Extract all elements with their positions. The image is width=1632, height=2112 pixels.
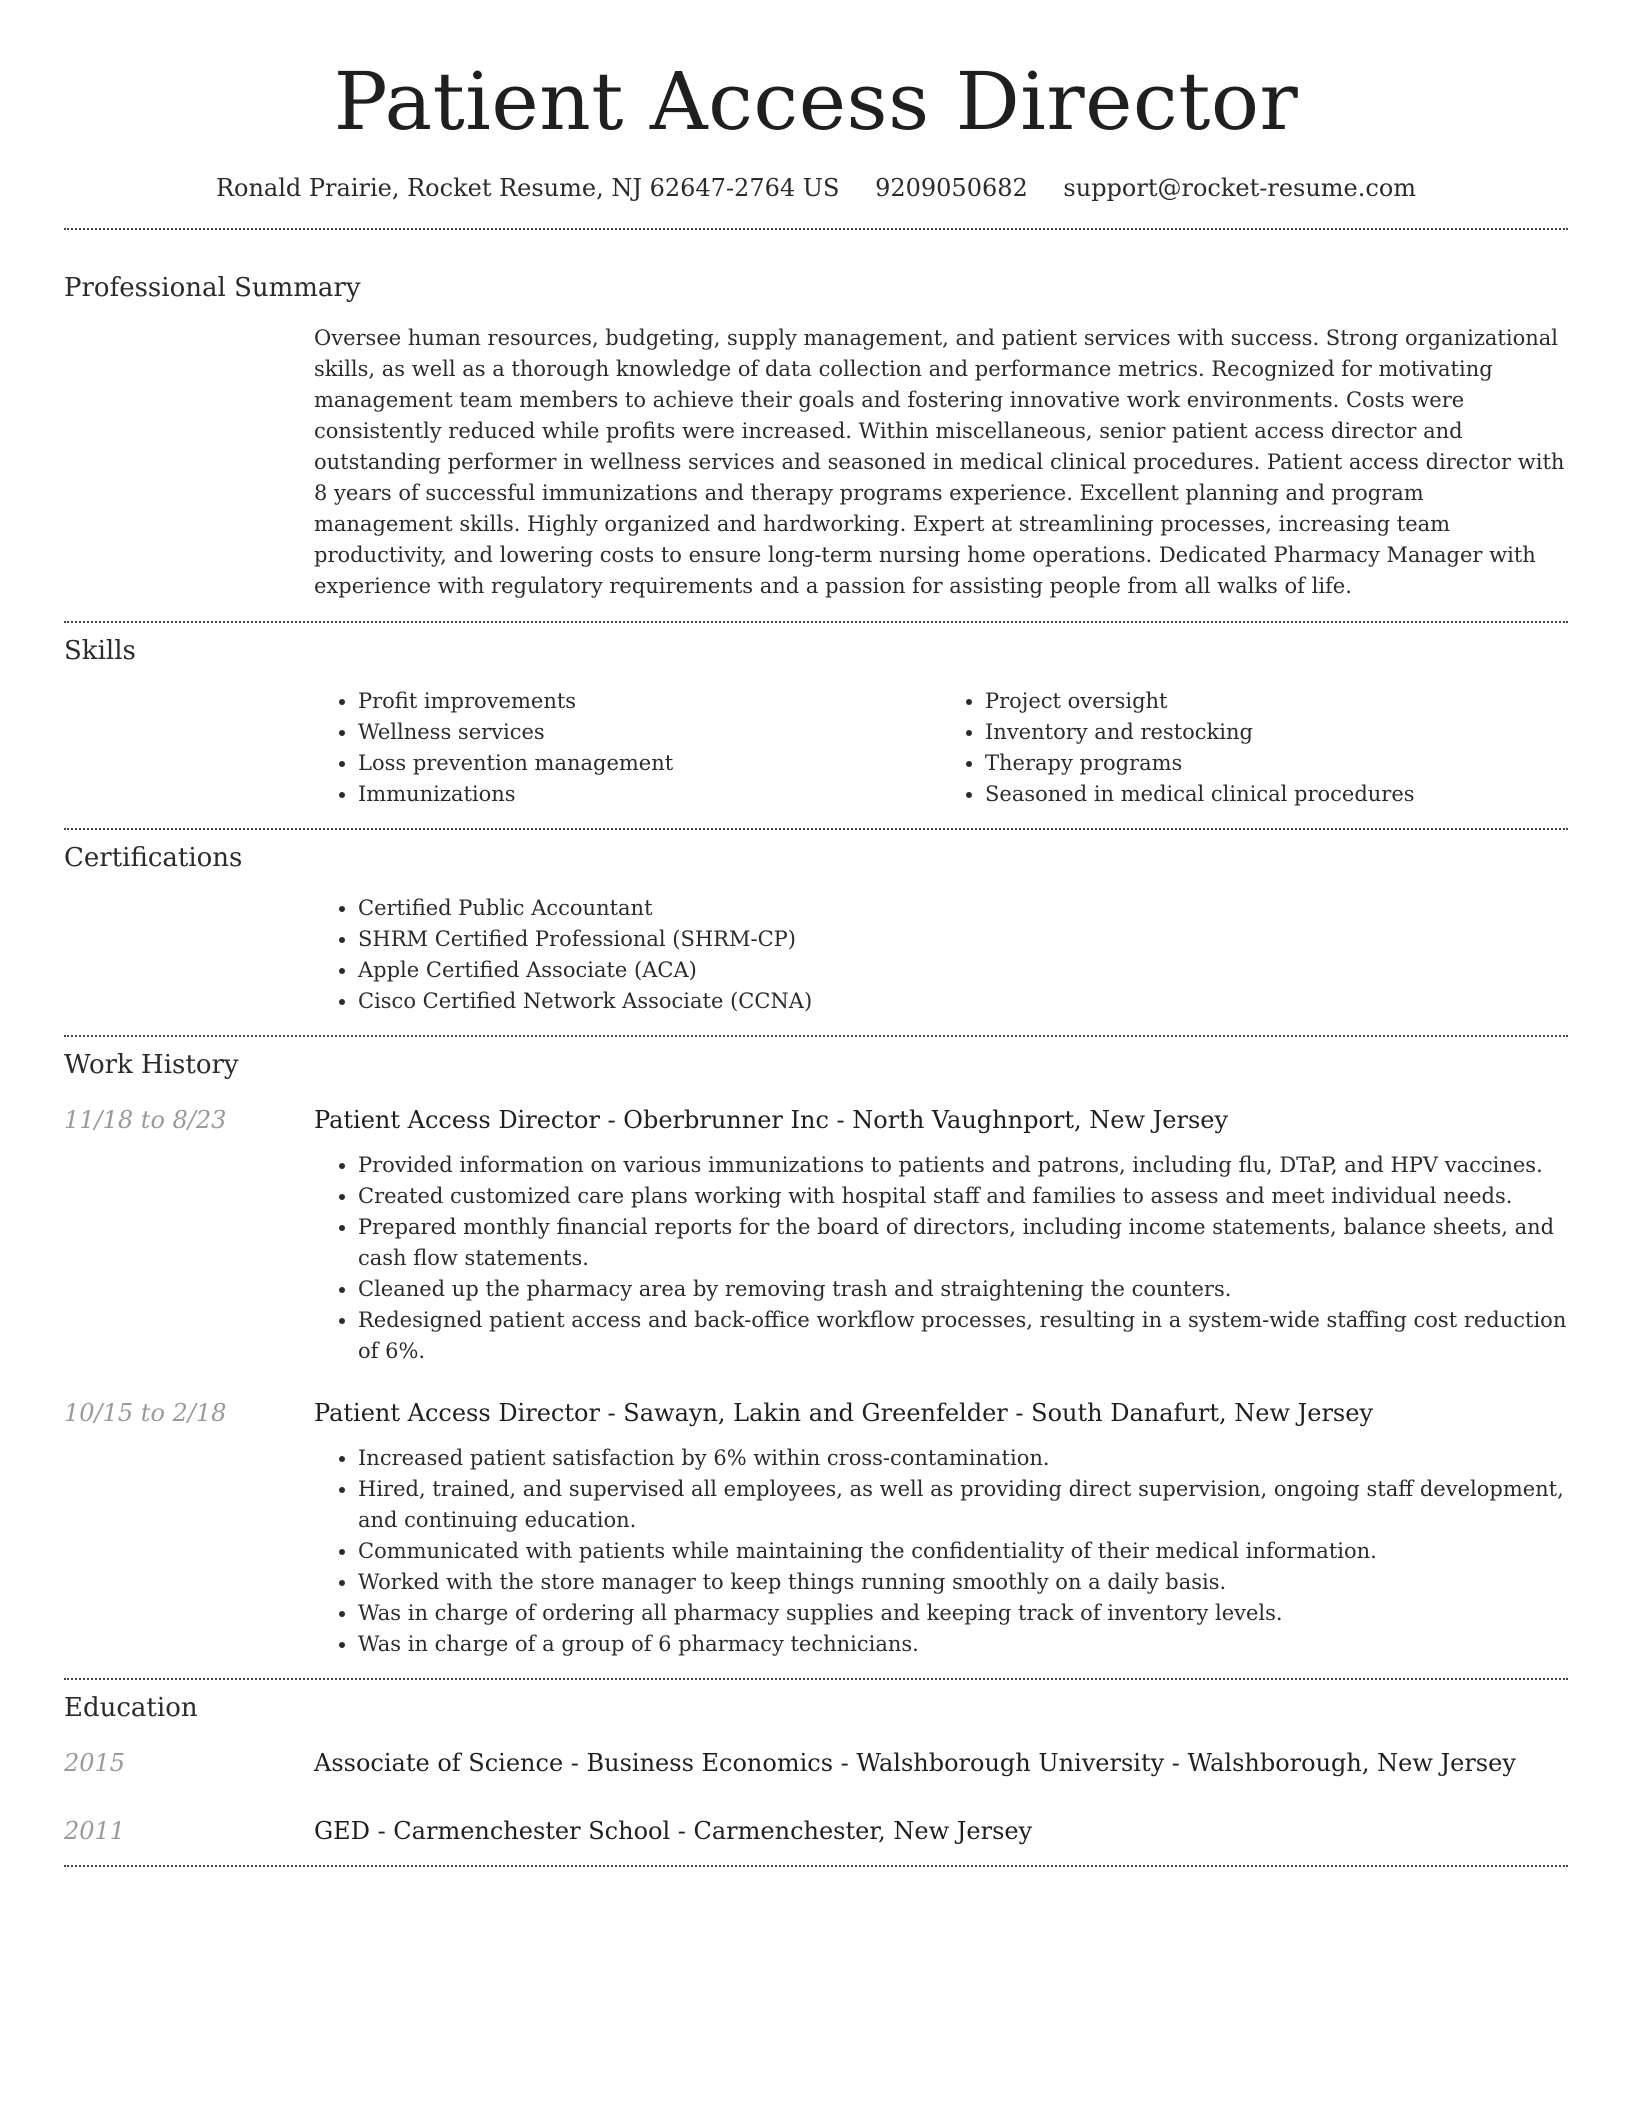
summary-section	[64, 230, 1568, 602]
job-title: Patient Access Director - Sawayn, Lakin and Greenfelder - South Danafurt, New Jersey	[314, 1399, 1373, 1427]
contact-line	[64, 172, 1568, 204]
contact-phone: 9209050682	[875, 174, 1028, 202]
job-main	[314, 1397, 1568, 1660]
job-title: Patient Access Director - Oberbrunner Inc - North Vaughnport, New Jersey	[314, 1106, 1229, 1134]
education-text: Associate of Science - Business Economics - Walshborough University - Walshborough, New Jersey	[314, 1749, 1516, 1777]
education-year: 2015	[64, 1749, 126, 1777]
job-bullet: • Redesigned patient access and back-office workflow processes, resulting in a system-wide staffing cost reduction of 6%.	[358, 1305, 1568, 1367]
job-main	[314, 1104, 1568, 1367]
job-entry	[64, 1397, 1568, 1660]
job-bullets	[314, 1150, 1568, 1367]
skill-item: • Profit improvements	[358, 686, 941, 717]
certifications-content	[314, 893, 1568, 1017]
skills-grid	[314, 686, 1568, 810]
job-bullets	[314, 1443, 1568, 1660]
page-title: Patient Access Director	[333, 55, 1299, 148]
job-bullet: • Was in charge of ordering all pharmacy supplies and keeping track of inventory levels.	[358, 1598, 1568, 1629]
skill-item: • Inventory and restocking	[985, 717, 1568, 748]
certification-item: • Certified Public Accountant	[358, 893, 1568, 924]
job-bullet: • Communicated with patients while maintaining the confidentiality of their medical information.	[358, 1536, 1568, 1567]
education-entry	[64, 1747, 1568, 1779]
job-dates: 11/18 to 8/23	[64, 1106, 227, 1134]
certifications-section	[64, 830, 1568, 1017]
job-bullet: • Worked with the store manager to keep things running smoothly on a daily basis.	[358, 1567, 1568, 1598]
skill-item: • Loss prevention management	[358, 748, 941, 779]
skill-item: • Immunizations	[358, 779, 941, 810]
contact-email: support@rocket-resume.com	[1063, 174, 1417, 202]
skill-item: • Therapy programs	[985, 748, 1568, 779]
education-divider	[64, 1865, 1568, 1867]
skill-item: • Wellness services	[358, 717, 941, 748]
skills-list-right	[941, 686, 1568, 810]
certification-item: • Cisco Certified Network Associate (CCNA)	[358, 986, 1568, 1017]
education-heading: Education	[64, 1693, 198, 1723]
job-bullet: • Increased patient satisfaction by 6% within cross-contamination.	[358, 1443, 1568, 1474]
summary-heading: Professional Summary	[64, 273, 361, 303]
skills-list-left	[314, 686, 941, 810]
job-bullet: • Created customized care plans working with hospital staff and families to assess and meet individual needs.	[358, 1181, 1568, 1212]
education-year: 2011	[64, 1817, 126, 1845]
education-text: GED - Carmenchester School - Carmenchester, New Jersey	[314, 1817, 1033, 1845]
job-dates: 10/15 to 2/18	[64, 1399, 227, 1427]
job-bullet: • Cleaned up the pharmacy area by removing trash and straightening the counters.	[358, 1274, 1568, 1305]
job-bullet: • Provided information on various immunizations to patients and patrons, including flu, DTaP, and HPV vaccines.	[358, 1150, 1568, 1181]
certifications-list	[314, 893, 1568, 1017]
contact-address: Ronald Prairie, Rocket Resume, NJ 62647-2764 US	[215, 174, 840, 202]
certifications-heading: Certifications	[64, 843, 243, 873]
certification-item: • Apple Certified Associate (ACA)	[358, 955, 1568, 986]
skills-heading: Skills	[64, 636, 136, 666]
job-entry	[64, 1104, 1568, 1367]
work-section	[64, 1037, 1568, 1660]
job-bullet: • Hired, trained, and supervised all employees, as well as providing direct supervision, ongoing staff development, and continuing education.	[358, 1474, 1568, 1536]
job-bullet: • Prepared monthly financial reports for the board of directors, including income statements, balance sheets, and cash flow statements.	[358, 1212, 1568, 1274]
work-heading: Work History	[64, 1050, 239, 1080]
skills-section	[64, 623, 1568, 810]
skill-item: • Seasoned in medical clinical procedures	[985, 779, 1568, 810]
summary-content	[314, 323, 1568, 602]
certification-item: • SHRM Certified Professional (SHRM-CP)	[358, 924, 1568, 955]
summary-text: Oversee human resources, budgeting, supply management, and patient services with success. Strong organizational skills, as well as a thorough knowledge of data collection and performance metrics. Recognized for motivating management team members to achieve their goals and fostering innovative work environments. Costs were consistently reduced while profits were increased. Within miscellaneous, senior patient access director and outstanding performer in wellness services and seasoned in medical clinical procedures. Patient access director with 8 years of successful immunizations and therapy programs experience. Excellent planning and program management skills. Highly organized and hardworking. Expert at streamlining processes, increasing team productivity, and lowering costs to ensure long-term nursing home operations. Dedicated Pharmacy Manager with experience with regulatory requirements and a passion for assisting people from all walks of life.	[314, 326, 1565, 598]
skill-item: • Project oversight	[985, 686, 1568, 717]
education-entry	[64, 1815, 1568, 1847]
job-bullet: • Was in charge of a group of 6 pharmacy technicians.	[358, 1629, 1568, 1660]
education-section	[64, 1680, 1568, 1847]
